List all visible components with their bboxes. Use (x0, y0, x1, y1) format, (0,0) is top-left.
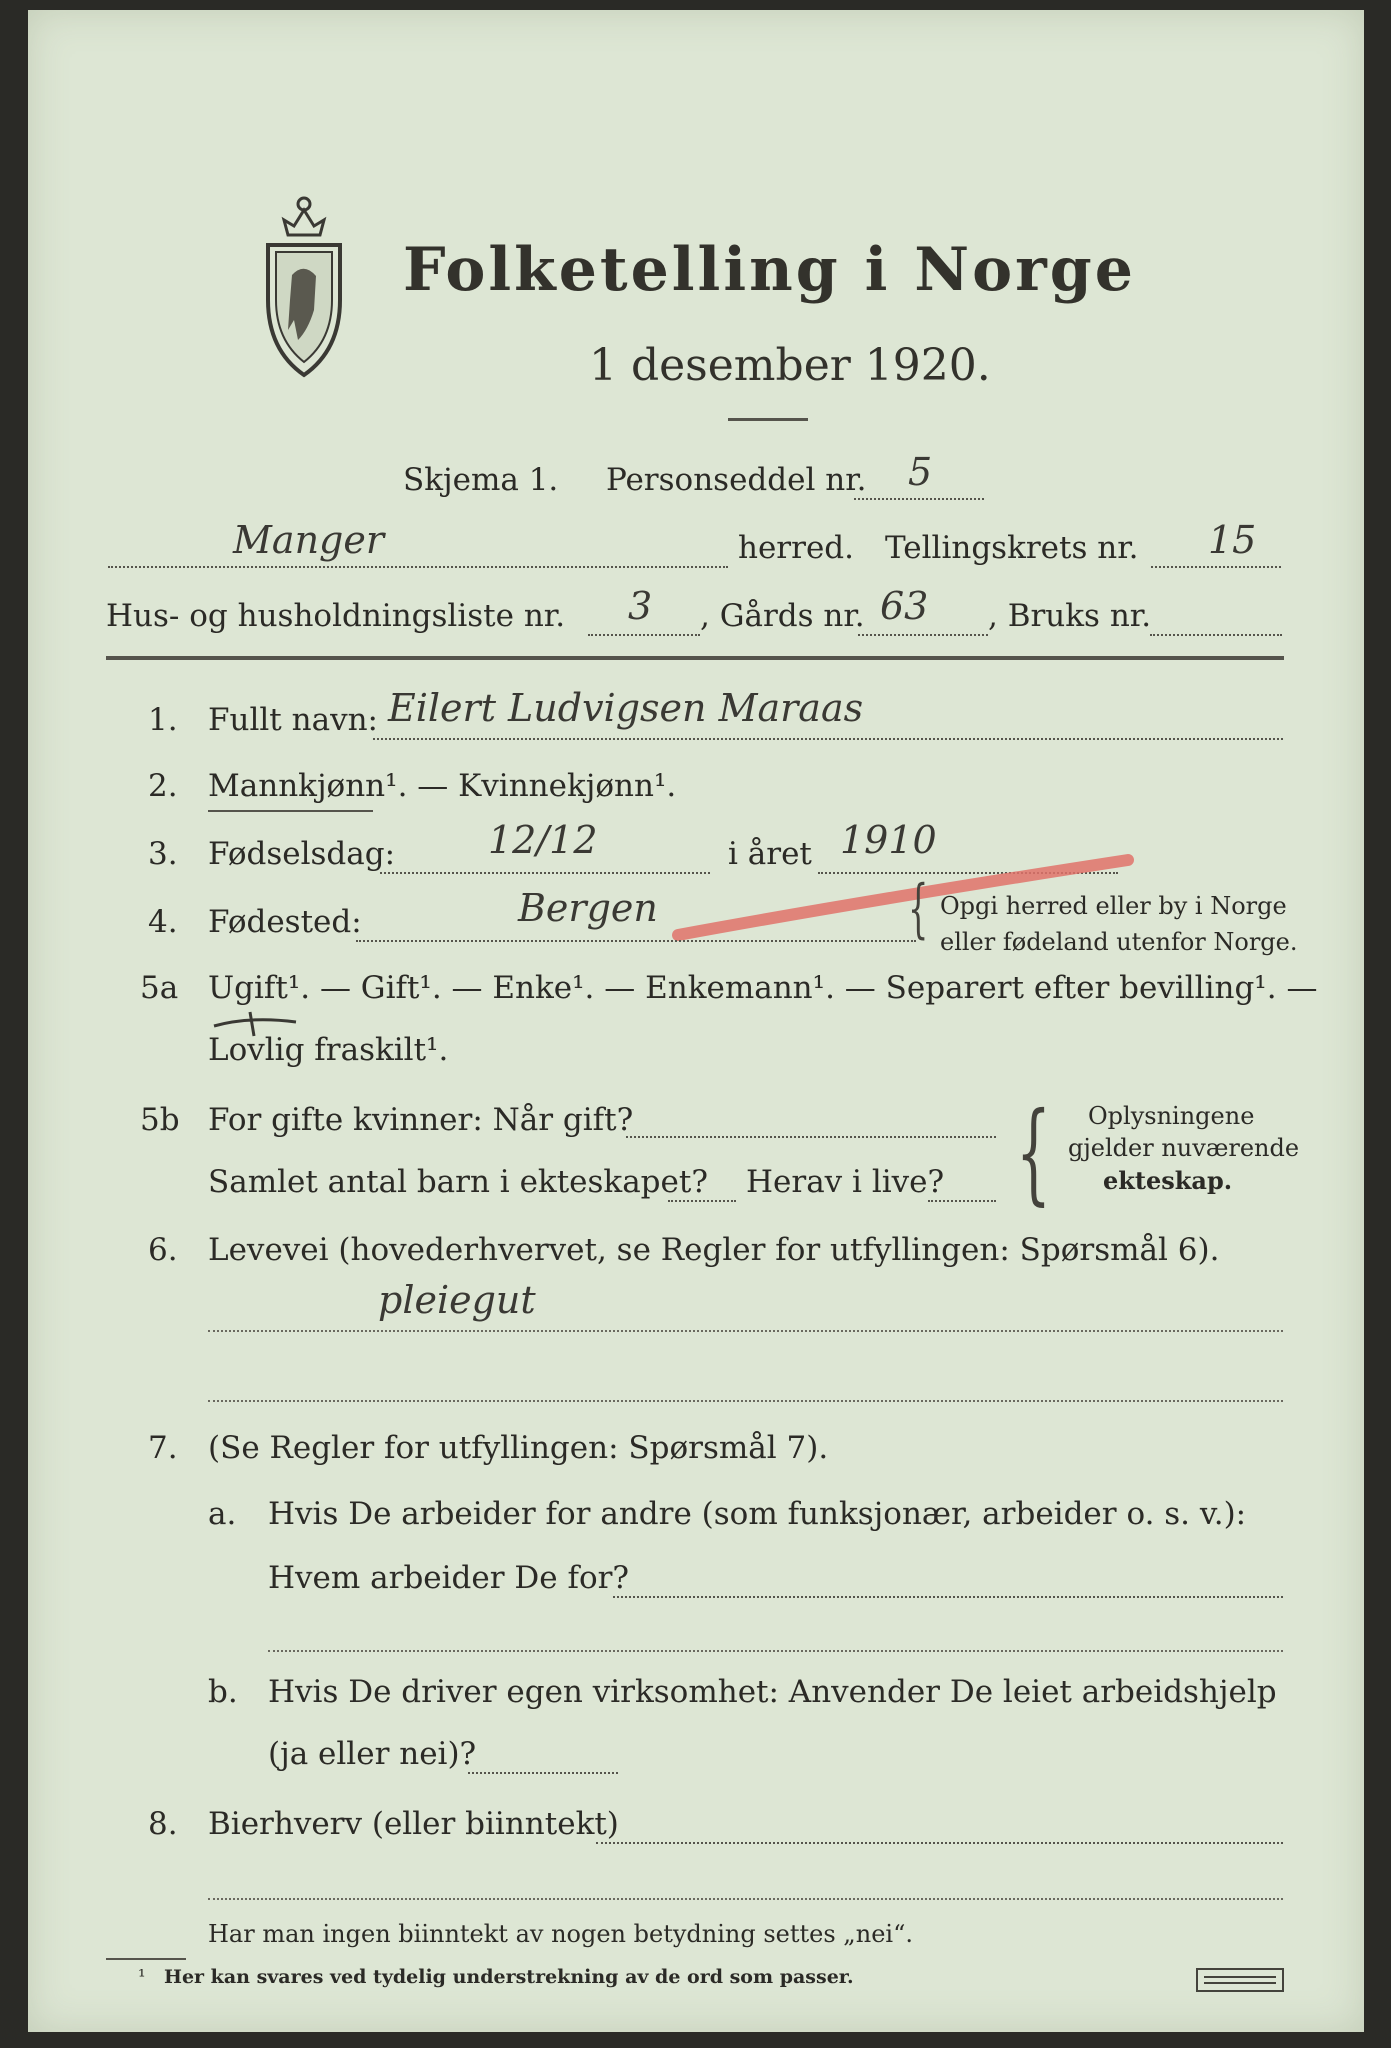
herred-value: Manger (233, 518, 385, 562)
bruks-label: , Bruks nr. (988, 598, 1152, 634)
gards-line (858, 634, 988, 636)
q8-number: 8. (148, 1806, 178, 1842)
title-divider (728, 418, 808, 421)
q4-brace: { (908, 872, 929, 946)
q4-label: Fødested: (208, 904, 362, 940)
gards-value: 63 (880, 584, 929, 628)
q7b-line2: (ja eller nei)? (268, 1736, 477, 1772)
census-form (28, 10, 1364, 2032)
q5b-live-line (928, 1200, 996, 1202)
q7-label: (Se Regler for utfyllingen: Spørsmål 7). (208, 1430, 829, 1466)
q2-label: Mannkjønn¹. — Kvinnekjønn¹. (208, 768, 677, 804)
hus-line (588, 634, 700, 636)
q1-value: Eilert Ludvigsen Maraas (388, 686, 864, 730)
q6-line1 (208, 1330, 1283, 1332)
personseddel-value: 5 (908, 450, 933, 494)
q8-line (596, 1842, 1283, 1844)
q3-year-label: i året (728, 836, 812, 872)
q2-number: 2. (148, 768, 178, 804)
q5a-number: 5a (140, 970, 179, 1006)
q1-number: 1. (148, 702, 178, 738)
q8-label: Bierhverv (eller biinntekt) (208, 1806, 619, 1842)
bruks-line (1150, 634, 1282, 636)
q1-line (373, 738, 1283, 740)
q3-line (380, 872, 710, 874)
q6-line2 (208, 1400, 1283, 1402)
hus-label: Hus- og husholdningsliste nr. (106, 598, 566, 634)
herred-line (108, 566, 728, 568)
q4-value: Bergen (518, 886, 658, 930)
q5b-note3: ekteskap. (1103, 1166, 1233, 1195)
tellingskrets-value: 15 (1208, 518, 1257, 562)
q3-value: 12/12 (488, 818, 598, 862)
q3-year-value: 1910 (840, 818, 937, 862)
q4-note-line1: Opgi herred eller by i Norge (940, 892, 1287, 920)
q4-note-line2: eller fødeland utenfor Norge. (940, 928, 1298, 956)
q2-underline (208, 810, 373, 812)
q5b-barn-line (668, 1200, 736, 1202)
q1-label: Fullt navn: (208, 702, 378, 738)
q7a-line2: Hvem arbeider De for? (268, 1560, 630, 1596)
header-divider (106, 656, 1284, 660)
printer-mark-icon (1196, 1968, 1284, 1992)
personseddel-label: Personseddel nr. (606, 462, 867, 498)
herred-label: herred. (738, 530, 854, 566)
q5b-line2a: Samlet antal barn i ekteskapet? (208, 1164, 708, 1200)
q5b-gift-line (626, 1136, 996, 1138)
q7a-extra-line (268, 1650, 1283, 1652)
q4-number: 4. (148, 904, 178, 940)
q5b-brace: { (1016, 1088, 1051, 1216)
tellingskrets-label: Tellingskrets nr. (885, 530, 1139, 566)
form-title: Folketelling i Norge (403, 235, 1136, 305)
q5b-line1: For gifte kvinner: Når gift? (208, 1102, 634, 1138)
census-date: 1 desember 1920. (589, 340, 991, 391)
q7a-line (613, 1596, 1283, 1598)
q3-label: Fødselsdag: (208, 836, 396, 872)
footnote-divider (106, 1958, 186, 1960)
coat-of-arms-icon (258, 180, 350, 380)
footnote-text: Her kan svares ved tydelig understrekning av de ord som passer. (164, 1966, 854, 1988)
q7a-line1: Hvis De arbeider for andre (som funksjonær, arbeider o. s. v.): (268, 1496, 1247, 1532)
q7b-line1: Hvis De driver egen virksomhet: Anvender De leiet arbeidshjelp (268, 1674, 1277, 1710)
q8-extra-line (208, 1898, 1283, 1900)
personseddel-line (854, 498, 984, 500)
hus-value: 3 (628, 584, 653, 628)
q5b-line2b: Herav i live? (746, 1164, 945, 1200)
q5b-number: 5b (140, 1102, 180, 1138)
footer-note: Har man ingen biinntekt av nogen betydning settes „nei“. (208, 1920, 913, 1948)
q5b-note2: gjelder nuværende (1068, 1134, 1300, 1162)
q5a-line2: Lovlig fraskilt¹. (208, 1032, 449, 1068)
q4-line (356, 940, 916, 942)
q6-number: 6. (148, 1232, 178, 1268)
q6-value: pleiegut (378, 1278, 536, 1322)
q7b-letter: b. (208, 1674, 238, 1710)
q7b-line (468, 1772, 618, 1774)
q5b-note1: Oplysningene (1088, 1102, 1255, 1130)
q6-label: Levevei (hovederhvervet, se Regler for utfyllingen: Spørsmål 6). (208, 1232, 1220, 1268)
footnote-mark: ¹ (138, 1966, 146, 1988)
gards-label: , Gårds nr. (700, 598, 865, 634)
q5a-line1: Ugift¹. — Gift¹. — Enke¹. — Enkemann¹. — Separert efter bevilling¹. — (208, 970, 1318, 1006)
tellingskrets-line (1151, 566, 1281, 568)
q7a-letter: a. (208, 1496, 237, 1532)
q7-number: 7. (148, 1430, 178, 1466)
q3-number: 3. (148, 836, 178, 872)
skjema-label: Skjema 1. (403, 462, 559, 498)
